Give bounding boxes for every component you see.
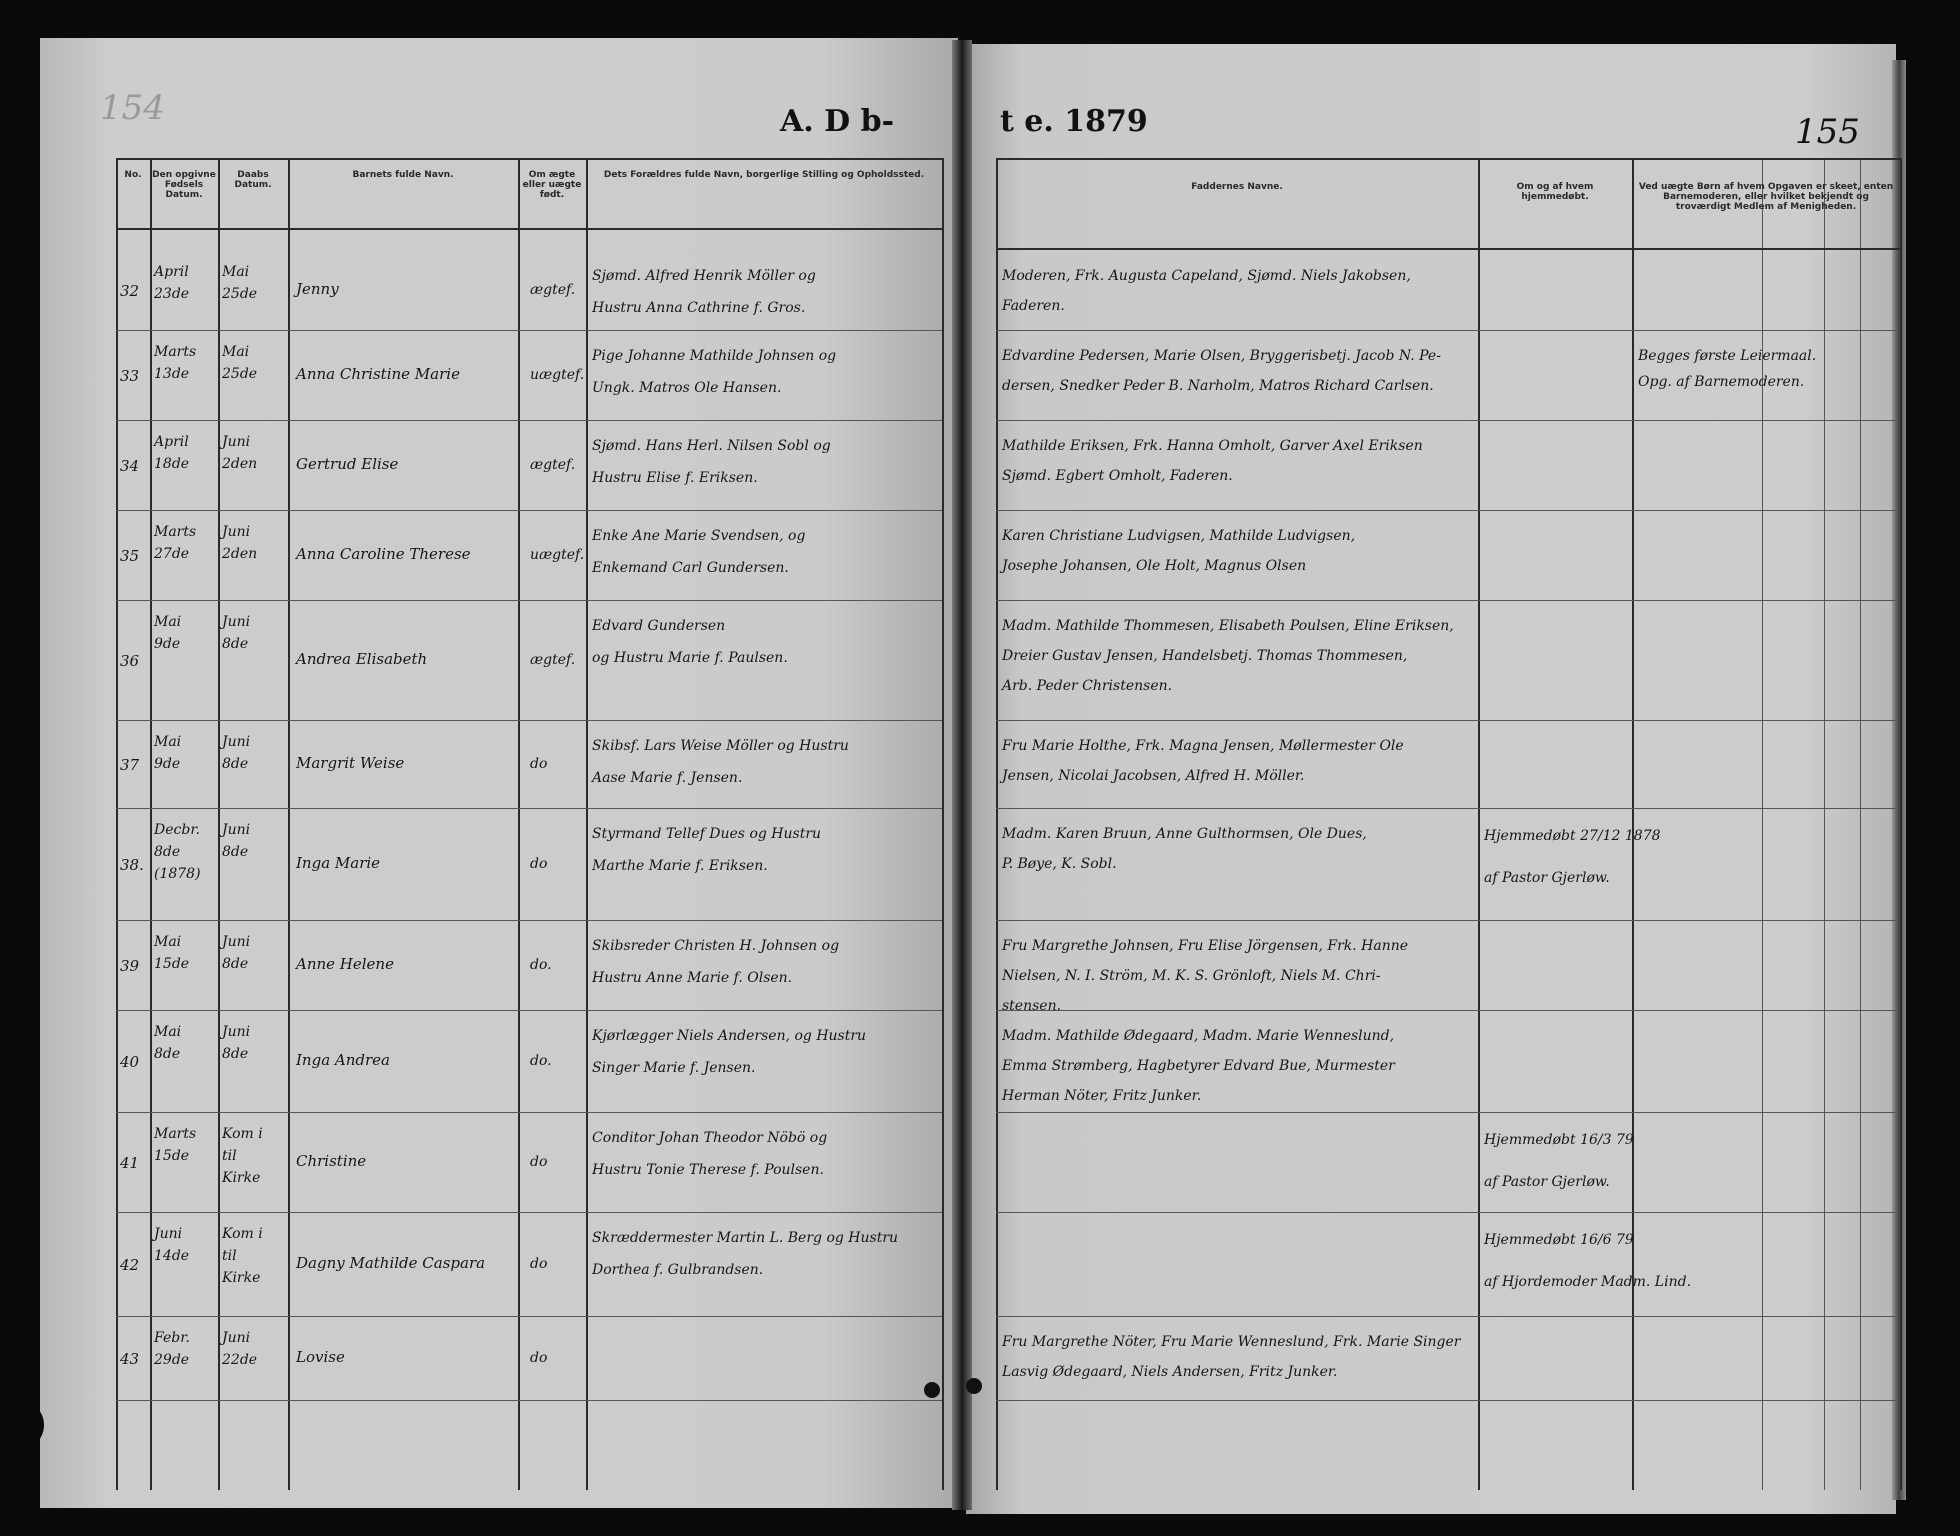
sponsors-line: Fru Margrethe Johnsen, Fru Elise Jörgensen, Frk. Hanne (1002, 938, 1409, 954)
row-rule (996, 1112, 1900, 1113)
legitimacy: do. (530, 957, 552, 973)
child-name: Inga Andrea (296, 1051, 390, 1069)
birth-date: Marts (154, 1126, 197, 1142)
child-name: Inga Marie (296, 854, 381, 872)
birth-date: 13de (154, 366, 190, 382)
baptism-date: Juni (222, 734, 251, 750)
column-header: Den opgivne Fødsels Datum. (152, 170, 216, 200)
parents-line: Hustru Anna Cathrine f. Gros. (592, 300, 806, 316)
parents-line: Enkemand Carl Gundersen. (592, 560, 789, 576)
row-rule (116, 1316, 942, 1317)
home-baptism: af Pastor Gjerløw. (1484, 1174, 1610, 1190)
header-bottom-rule (116, 228, 942, 230)
parents-line: Conditor Johan Theodor Nöbö og (592, 1130, 828, 1146)
child-name: Anne Helene (296, 955, 394, 973)
baptism-date: Juni (222, 934, 251, 950)
baptism-date: Mai (222, 344, 250, 360)
birth-date: Mai (154, 614, 182, 630)
row-rule (116, 808, 942, 809)
child-name: Anna Christine Marie (296, 365, 460, 383)
left-ledger-page (40, 38, 958, 1508)
column-header: Om og af hvem hjemmedøbt. (1516, 182, 1594, 202)
parents-line: Pige Johanne Mathilde Johnsen og (592, 348, 837, 364)
sponsors-line: Herman Nöter, Fritz Junker. (1002, 1088, 1202, 1104)
legitimacy: uægtef. (530, 547, 585, 563)
birth-date: Decbr. (154, 822, 200, 838)
baptism-date: 8de (222, 756, 249, 772)
parents-line: Edvard Gundersen (592, 618, 726, 634)
paper-tab (0, 1400, 44, 1450)
sponsors-line: Mathilde Eriksen, Frk. Hanna Omholt, Garver Axel Eriksen (1002, 438, 1423, 454)
birth-date: 15de (154, 956, 190, 972)
child-name: Jenny (296, 280, 339, 298)
birth-date: 14de (154, 1248, 190, 1264)
row-rule (116, 720, 942, 721)
birth-date: Marts (154, 344, 197, 360)
baptism-date: Juni (222, 1024, 251, 1040)
sponsors-line: Edvardine Pedersen, Marie Olsen, Bryggerisbetj. Jacob N. Pe- (1002, 348, 1441, 364)
sponsors-line: Faderen. (1002, 298, 1065, 314)
ink-blot (966, 1378, 982, 1394)
column-header: Daabs Datum. (234, 170, 272, 190)
parents-line: Hustru Tonie Therese f. Poulsen. (592, 1162, 824, 1178)
row-rule (996, 600, 1900, 601)
column-rule (1478, 158, 1480, 1490)
baptism-date: Juni (222, 524, 251, 540)
child-name: Andrea Elisabeth (296, 650, 428, 668)
sponsors-line: Fru Margrethe Nöter, Fru Marie Wenneslund, Frk. Marie Singer (1002, 1334, 1461, 1350)
entry-number: 32 (120, 282, 140, 300)
row-rule (116, 420, 942, 421)
entry-number: 37 (120, 756, 140, 774)
column-header: Dets Forældres fulde Navn, borgerlige Stilling og Opholdssted. (603, 170, 925, 180)
header-top-rule (116, 158, 942, 160)
column-rule (288, 158, 290, 1490)
home-baptism: Hjemmedøbt 16/6 79 (1484, 1232, 1634, 1248)
baptism-date: 25de (222, 366, 258, 382)
row-rule (116, 1212, 942, 1213)
entry-number: 40 (120, 1053, 140, 1071)
birth-date: Juni (154, 1226, 183, 1242)
home-baptism: af Hjordemoder Madm. Lind. (1484, 1274, 1692, 1290)
row-rule (996, 920, 1900, 921)
entry-number: 38. (120, 856, 144, 874)
row-rule (116, 1112, 942, 1113)
legitimacy: uægtef. (530, 367, 585, 383)
birth-date: 27de (154, 546, 190, 562)
legitimacy: do. (530, 1053, 552, 1069)
legitimacy: do (530, 856, 548, 872)
entry-number: 43 (120, 1350, 140, 1368)
header-bottom-rule (996, 248, 1900, 250)
legitimacy: do (530, 756, 548, 772)
page-edge (1892, 60, 1906, 1500)
baptism-date: 25de (222, 286, 258, 302)
row-rule (116, 920, 942, 921)
sponsors-line: Emma Strømberg, Hagbetyrer Edvard Bue, Murmester (1002, 1058, 1395, 1074)
birth-date: Mai (154, 1024, 182, 1040)
sponsors-line: Sjømd. Egbert Omholt, Faderen. (1002, 468, 1233, 484)
baptism-date: Juni (222, 614, 251, 630)
illegitimacy-note: Begges første Leiermaal. (1638, 348, 1817, 364)
ghost-page-number: 154 (100, 88, 165, 128)
birth-date: Mai (154, 734, 182, 750)
baptism-date: 22de (222, 1352, 258, 1368)
legitimacy: ægtef. (530, 457, 576, 473)
child-name: Christine (296, 1152, 367, 1170)
column-rule (996, 158, 998, 1490)
sponsors-line: dersen, Snedker Peder B. Narholm, Matros Richard Carlsen. (1002, 378, 1434, 394)
parents-line: Skibsreder Christen H. Johnsen og (592, 938, 840, 954)
child-name: Dagny Mathilde Caspara (296, 1254, 486, 1272)
book-gutter (952, 40, 972, 1510)
child-name: Anna Caroline Therese (296, 545, 471, 563)
legitimacy: ægtef. (530, 652, 576, 668)
column-rule (1632, 158, 1634, 1490)
row-rule (996, 1212, 1900, 1213)
parents-line: Aase Marie f. Jensen. (592, 770, 743, 786)
parents-line: Styrmand Tellef Dues og Hustru (592, 826, 822, 842)
birth-date: 8de (154, 844, 181, 860)
birth-date: 15de (154, 1148, 190, 1164)
baptism-date: Juni (222, 822, 251, 838)
row-rule (996, 1010, 1900, 1011)
baptism-date: Juni (222, 1330, 251, 1346)
baptism-date: Kirke (222, 1270, 261, 1286)
birth-date: 8de (154, 1046, 181, 1062)
baptism-date: til (222, 1148, 237, 1164)
column-rule (150, 158, 152, 1490)
sponsors-line: Moderen, Frk. Augusta Capeland, Sjømd. Niels Jakobsen, (1002, 268, 1411, 284)
row-rule (996, 420, 1900, 421)
row-rule (996, 330, 1900, 331)
column-header: Barnets fulde Navn. (352, 170, 454, 180)
row-rule (116, 510, 942, 511)
row-rule (116, 600, 942, 601)
baptism-date: til (222, 1248, 237, 1264)
right-title: t e. 1879 (1000, 104, 1148, 139)
baptism-date: 2den (222, 456, 258, 472)
birth-date: 23de (154, 286, 190, 302)
child-name: Lovise (296, 1348, 345, 1366)
parents-line: Hustru Anne Marie f. Olsen. (592, 970, 793, 986)
birth-date: Mai (154, 934, 182, 950)
birth-date: 18de (154, 456, 190, 472)
birth-date: 9de (154, 636, 181, 652)
row-rule (996, 1316, 1900, 1317)
birth-date: 29de (154, 1352, 190, 1368)
birth-date: Febr. (154, 1330, 190, 1346)
parents-line: Skræddermester Martin L. Berg og Hustru (592, 1230, 899, 1246)
parents-line: Sjømd. Hans Herl. Nilsen Sobl og (592, 438, 831, 454)
baptism-date: Kom i (222, 1226, 263, 1242)
sponsors-line: Dreier Gustav Jensen, Handelsbetj. Thomas Thommesen, (1002, 648, 1408, 664)
row-rule (116, 1400, 942, 1401)
sponsors-line: P. Bøye, K. Sobl. (1002, 856, 1117, 872)
baptism-date: Mai (222, 264, 250, 280)
baptism-date: 8de (222, 636, 249, 652)
sponsors-line: Madm. Mathilde Ødegaard, Madm. Marie Wenneslund, (1002, 1028, 1395, 1044)
sponsors-line: Josephe Johansen, Ole Holt, Magnus Olsen (1002, 558, 1307, 574)
column-rule (218, 158, 220, 1490)
parents-line: Marthe Marie f. Eriksen. (592, 858, 768, 874)
entry-number: 36 (120, 652, 140, 670)
row-rule (116, 1010, 942, 1011)
birth-date: 9de (154, 756, 181, 772)
sponsors-line: Nielsen, N. I. Ström, M. K. S. Grönloft, Niels M. Chri- (1002, 968, 1381, 984)
parents-line: Skibsf. Lars Weise Möller og Hustru (592, 738, 849, 754)
column-header: No. (124, 170, 142, 180)
column-rule (1860, 158, 1861, 1490)
row-rule (996, 808, 1900, 809)
page-number: 155 (1795, 112, 1860, 152)
child-name: Gertrud Elise (296, 455, 399, 473)
row-rule (116, 330, 942, 331)
entry-number: 42 (120, 1256, 140, 1274)
column-header: Faddernes Navne. (1191, 182, 1283, 192)
row-rule (996, 1400, 1900, 1401)
column-rule (116, 158, 118, 1490)
ink-blot (924, 1382, 940, 1398)
baptism-date: 8de (222, 956, 249, 972)
legitimacy: do (530, 1256, 548, 1272)
illegitimacy-note: Opg. af Barnemoderen. (1638, 374, 1805, 390)
column-header: Ved uægte Børn af hvem Opgaven er skeet, enten Barnemoderen, eller hvilket bekjendt og troværdigt Medlem af Menigheden. (1638, 182, 1894, 212)
birth-date: Marts (154, 524, 197, 540)
sponsors-line: Karen Christiane Ludvigsen, Mathilde Ludvigsen, (1002, 528, 1356, 544)
parents-line: Enke Ane Marie Svendsen, og (592, 528, 806, 544)
parents-line: Kjørlægger Niels Andersen, og Hustru (592, 1028, 867, 1044)
legitimacy: do (530, 1350, 548, 1366)
column-header: Om ægte eller uægte født. (522, 170, 582, 200)
entry-number: 35 (120, 547, 140, 565)
column-rule (1900, 158, 1902, 1490)
sponsors-line: Fru Marie Holthe, Frk. Magna Jensen, Møllermester Ole (1002, 738, 1404, 754)
baptism-date: Kirke (222, 1170, 261, 1186)
column-rule (1824, 158, 1825, 1490)
column-rule (586, 158, 588, 1490)
entry-number: 34 (120, 457, 140, 475)
baptism-date: 2den (222, 546, 258, 562)
row-rule (996, 720, 1900, 721)
legitimacy: ægtef. (530, 282, 576, 298)
column-rule (518, 158, 520, 1490)
parents-line: Sjømd. Alfred Henrik Möller og (592, 268, 816, 284)
sponsors-line: Madm. Karen Bruun, Anne Gulthormsen, Ole Dues, (1002, 826, 1367, 842)
left-title: A. D b- (780, 104, 895, 139)
column-rule (942, 158, 944, 1490)
baptism-date: 8de (222, 1046, 249, 1062)
entry-number: 39 (120, 957, 140, 975)
baptism-date: Juni (222, 434, 251, 450)
child-name: Margrit Weise (296, 754, 405, 772)
row-rule (996, 510, 1900, 511)
parents-line: Singer Marie f. Jensen. (592, 1060, 756, 1076)
parents-line: Ungk. Matros Ole Hansen. (592, 380, 782, 396)
parents-line: og Hustru Marie f. Paulsen. (592, 650, 788, 666)
header-top-rule (996, 158, 1900, 160)
birth-date: April (154, 434, 189, 450)
birth-date: (1878) (154, 866, 201, 882)
entry-number: 33 (120, 367, 140, 385)
baptism-date: Kom i (222, 1126, 263, 1142)
sponsors-line: Madm. Mathilde Thommesen, Elisabeth Poulsen, Eline Eriksen, (1002, 618, 1454, 634)
sponsors-line: Jensen, Nicolai Jacobsen, Alfred H. Möller. (1002, 768, 1305, 784)
home-baptism: Hjemmedøbt 27/12 1878 (1484, 828, 1661, 844)
home-baptism: Hjemmedøbt 16/3 79 (1484, 1132, 1634, 1148)
sponsors-line: stensen. (1002, 998, 1062, 1014)
sponsors-line: Arb. Peder Christensen. (1002, 678, 1173, 694)
home-baptism: af Pastor Gjerløw. (1484, 870, 1610, 886)
legitimacy: do (530, 1154, 548, 1170)
birth-date: April (154, 264, 189, 280)
baptism-date: 8de (222, 844, 249, 860)
sponsors-line: Lasvig Ødegaard, Niels Andersen, Fritz Junker. (1002, 1364, 1338, 1380)
entry-number: 41 (120, 1154, 140, 1172)
parents-line: Dorthea f. Gulbrandsen. (592, 1262, 764, 1278)
parents-line: Hustru Elise f. Eriksen. (592, 470, 758, 486)
